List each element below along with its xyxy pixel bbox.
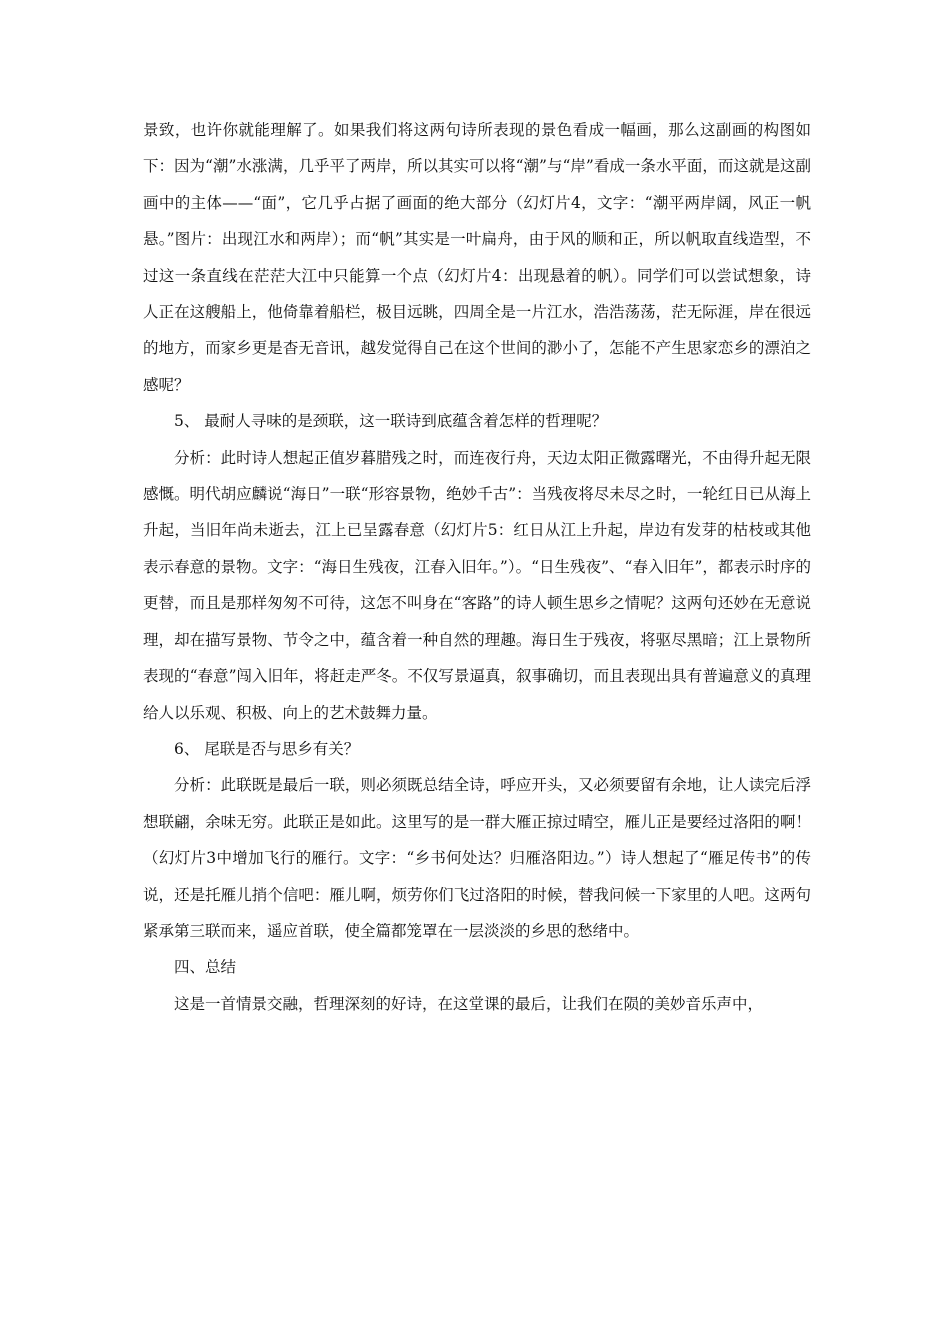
summary-paragraph: 这是一首情景交融，哲理深刻的好诗，在这堂课的最后，让我们在陨的美妙音乐声中， [174,994,764,1013]
analysis-neck-couplet: 分析：此时诗人想起正值岁暮腊残之时，而连夜行舟，天边太阳正微露曙光，不由得升起无限感慨。明代胡应麟说“海日”一联“形容景物，绝妙千古”：当残夜将尽未尽之时，一轮红日已从海上升起，当旧年尚未逝去，江上已呈露春意（幻灯片5：红日从江上升起，岸边有发芽的枯枝或其他表示春意的景物。文字：“海日生残夜，江春入旧年。”）。“日生残夜”、“春入旧年”，都表示时序的更替，而且是那样匆匆不可待，这怎不叫身在“客路”的诗人顿生思乡之情呢？这两句还妙在无意说理，却在描写景物、节令之中，蕴含着一种自然的理趣。海日生于残夜，将驱尽黑暗；江上景物所表现的“春意”闯入旧年，将赶走严冬。不仅写景逼真，叙事确切，而且表现出具有普遍意义的真理给人以乐观、积极、向上的艺术鼓舞力量。 [143,448,811,722]
paragraph-scenery-explanation: 景致，也许你就能理解了。如果我们将这两句诗所表现的景色看成一幅画，那么这副画的构图如下：因为“潮”水涨满，几乎平了两岸，所以其实可以将“潮”与“岸”看成一条水平面，而这就是这副画中的主体——“面”，它几乎占据了画面的绝大部分（幻灯片4，文字：“潮平两岸阔，风正一帆悬。”图片：出现江水和两岸）；而“帆”其实是一叶扁舟，由于风的顺和正，所以帆取直线造型，不过这一条直线在茫茫大江中只能算一个点（幻灯片4：出现悬着的帆）。同学们可以尝试想象，诗人正在这艘船上，他倚靠着船栏，极目远眺，四周全是一片江水，浩浩荡荡，茫无际涯，岸在很远的地方，而家乡更是杳无音讯，越发觉得自己在这个世间的渺小了，怎能不产生思家恋乡的漂泊之感呢？ [143,121,811,394]
section-heading-summary: 四、总结 [174,958,237,977]
document-body [143,112,811,1022]
analysis-tail-couplet: 分析：此联既是最后一联，则必须既总结全诗，呼应开头，又必须要留有余地，让人读完后浮想联翩，余味无穷。此联正是如此。这里写的是一群大雁正掠过晴空，雁儿正是要经过洛阳的啊！（幻灯片3中增加飞行的雁行。文字：“乡书何处达？归雁洛阳边。”）诗人想起了“雁足传书”的传说，还是托雁儿捎个信吧：雁儿啊，烦劳你们飞过洛阳的时候，替我问候一下家里的人吧。这两句紧承第三联而来，遥应首联，使全篇都笼罩在一层淡淡的乡思的愁绪中。 [143,776,811,940]
question-6: 6、 尾联是否与思乡有关？ [174,739,360,758]
question-5: 5、 最耐人寻味的是颈联，这一联诗到底蕴含着怎样的哲理呢？ [174,412,608,431]
